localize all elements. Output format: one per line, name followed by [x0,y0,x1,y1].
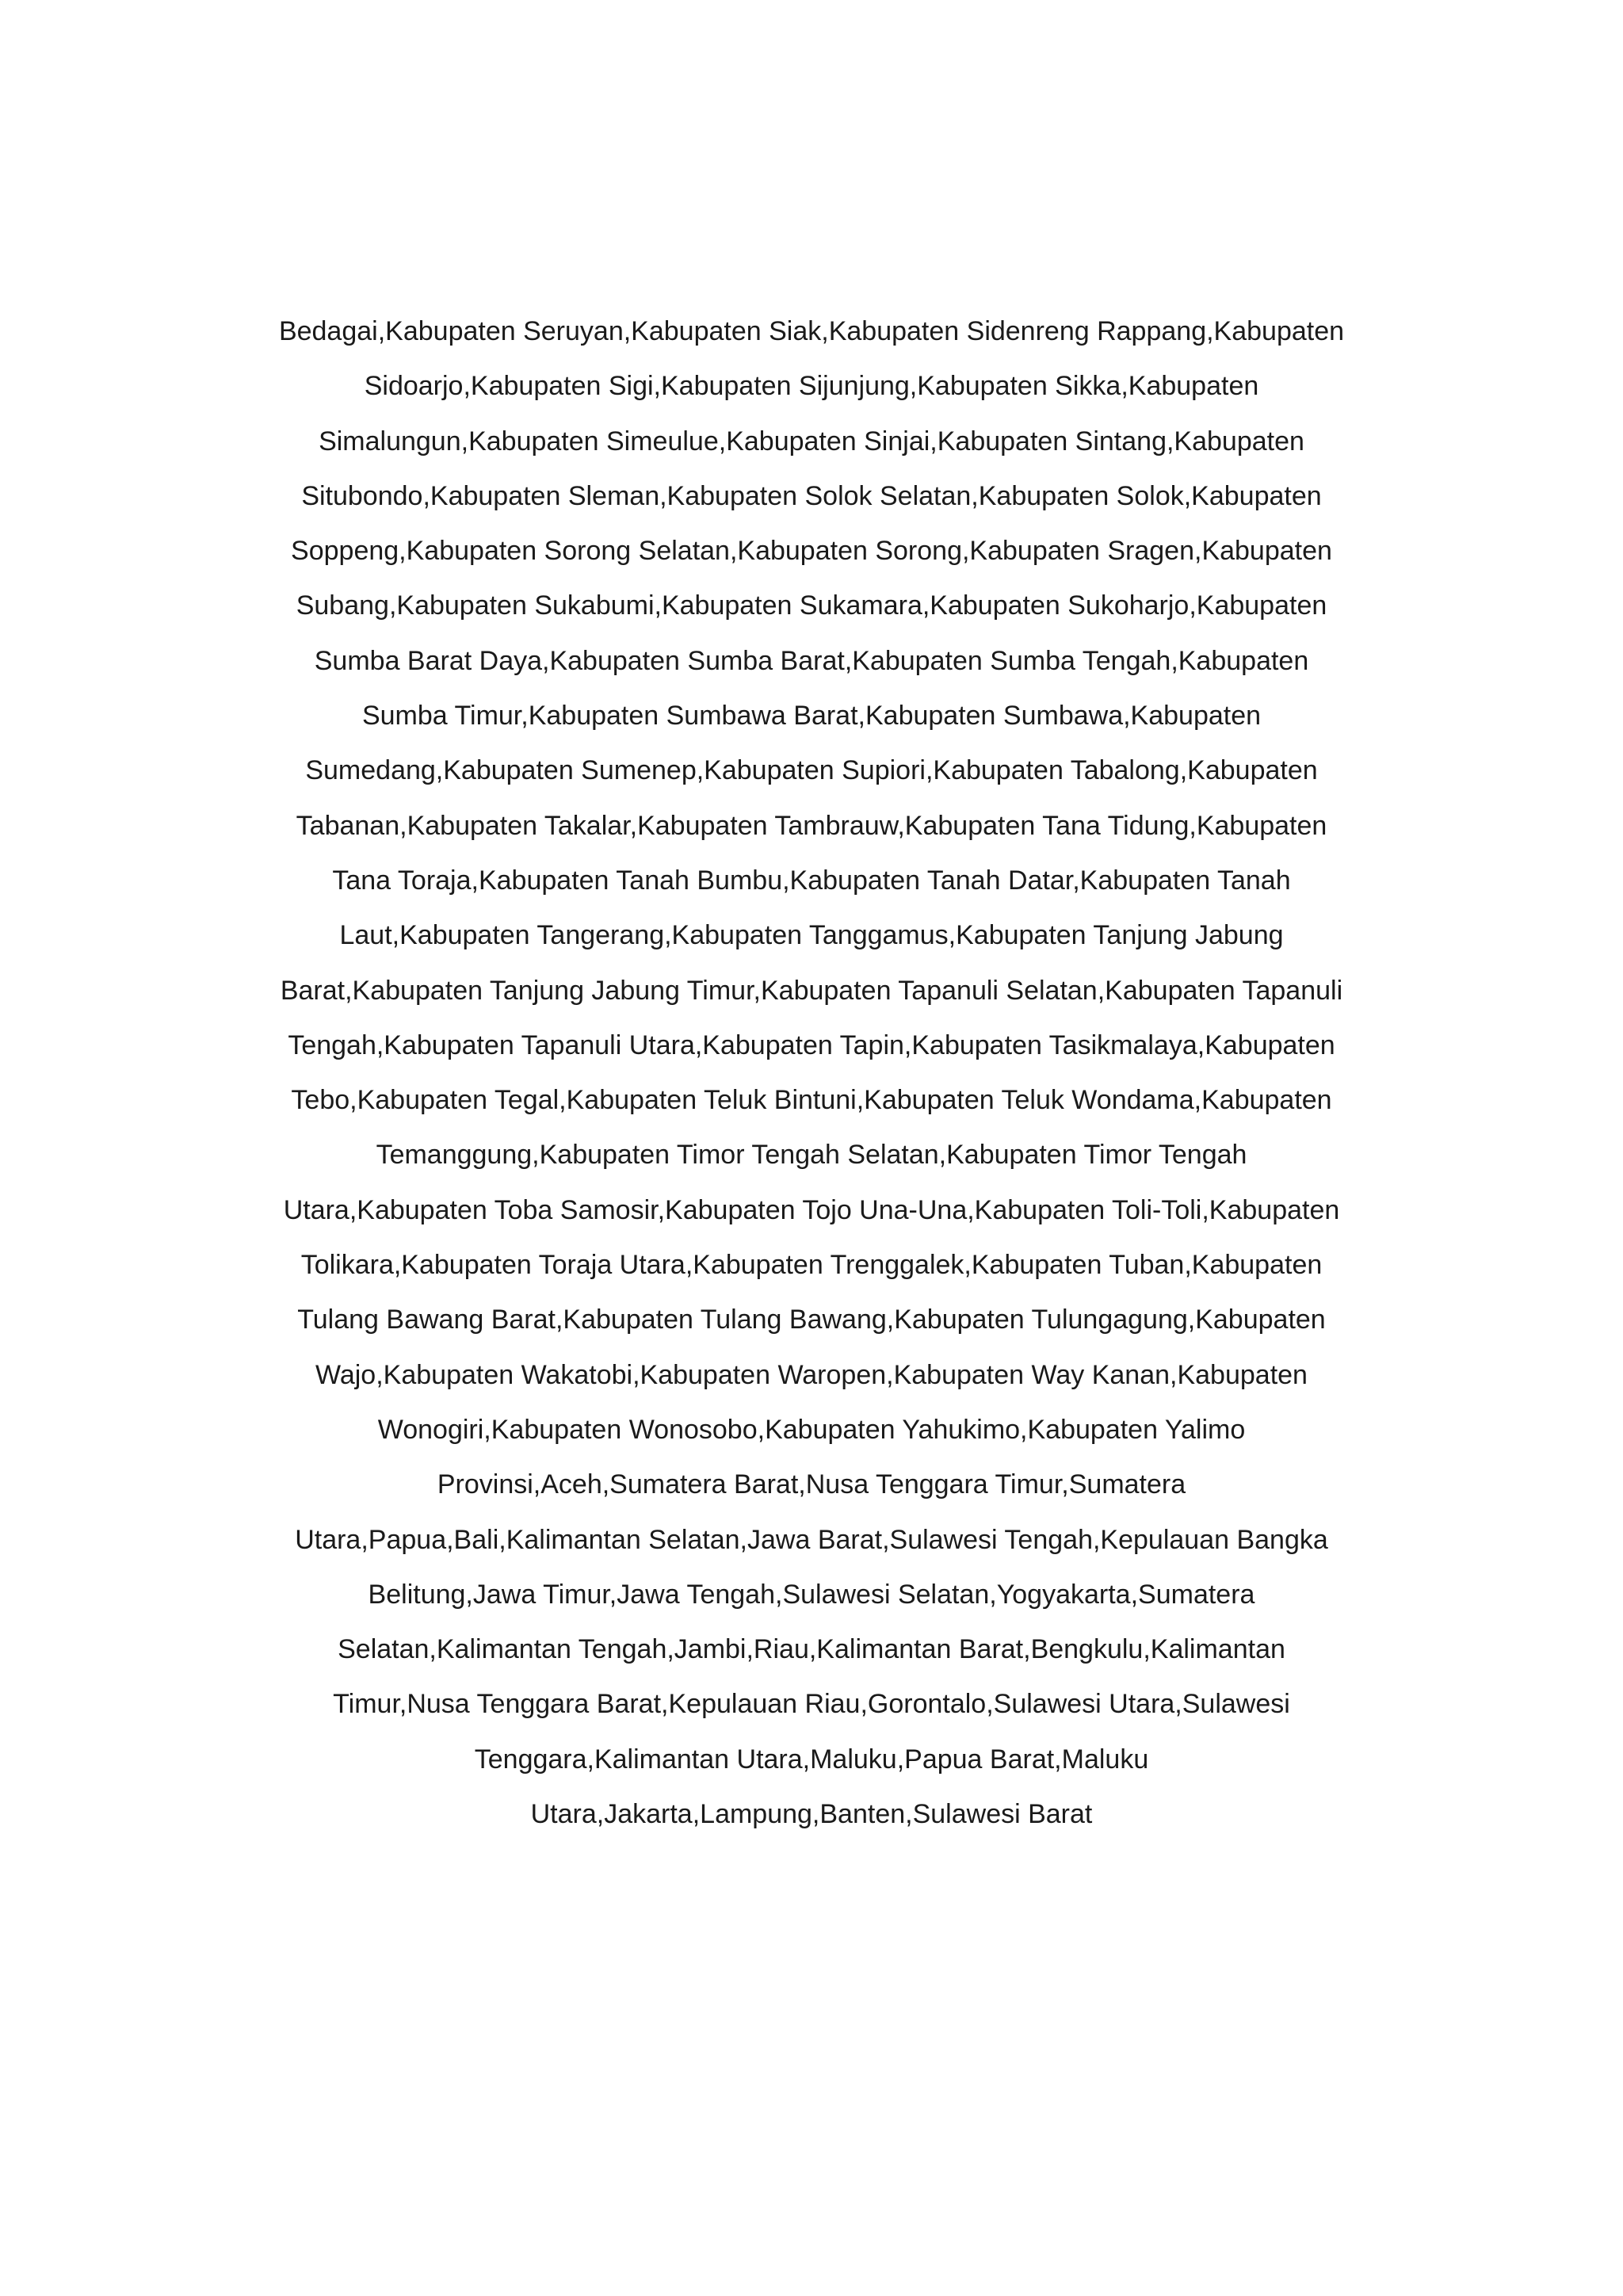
text-line: Timur,Nusa Tenggara Barat,Kepulauan Riau,Gorontalo,Sulawesi Utara,Sulawesi [333,1689,1290,1720]
text-line: Sumedang,Kabupaten Sumenep,Kabupaten Supiori,Kabupaten Tabalong,Kabupaten [305,755,1318,786]
text-line: Selatan,Kalimantan Tengah,Jambi,Riau,Kalimantan Barat,Bengkulu,Kalimantan [338,1634,1285,1665]
text-line: Soppeng,Kabupaten Sorong Selatan,Kabupaten Sorong,Kabupaten Sragen,Kabupaten [291,536,1332,567]
text-line: Tolikara,Kabupaten Toraja Utara,Kabupaten Trenggalek,Kabupaten Tuban,Kabupaten [300,1250,1323,1281]
text-line: Provinsi,Aceh,Sumatera Barat,Nusa Tenggara Timur,Sumatera [437,1469,1186,1500]
text-line: Simalungun,Kabupaten Simeulue,Kabupaten Sinjai,Kabupaten Sintang,Kabupaten [319,426,1304,457]
text-line: Tabanan,Kabupaten Takalar,Kabupaten Tambrauw,Kabupaten Tana Tidung,Kabupaten [296,810,1327,841]
text-line: Bedagai,Kabupaten Seruyan,Kabupaten Siak,Kabupaten Sidenreng Rappang,Kabupaten [278,316,1345,346]
text-line: Tebo,Kabupaten Tegal,Kabupaten Teluk Bintuni,Kabupaten Teluk Wondama,Kabupaten [291,1085,1332,1116]
text-line: Tengah,Kabupaten Tapanuli Utara,Kabupaten Tapin,Kabupaten Tasikmalaya,Kabupaten [288,1030,1335,1060]
text-line: Wonogiri,Kabupaten Wonosobo,Kabupaten Yahukimo,Kabupaten Yalimo [377,1414,1246,1445]
text-line: Tana Toraja,Kabupaten Tanah Bumbu,Kabupaten Tanah Datar,Kabupaten Tanah [332,865,1291,896]
text-line: Temanggung,Kabupaten Timor Tengah Selatan,Kabupaten Timor Tengah [376,1140,1247,1171]
body-text [238,304,1385,1842]
text-line: Utara,Papua,Bali,Kalimantan Selatan,Jawa Barat,Sulawesi Tengah,Kepulauan Bangka [295,1524,1328,1555]
text-line: Utara,Kabupaten Toba Samosir,Kabupaten Tojo Una-Una,Kabupaten Toli-Toli,Kabupaten [283,1194,1340,1225]
text-line: Tenggara,Kalimantan Utara,Maluku,Papua Barat,Maluku [474,1744,1149,1775]
text-line: Wajo,Kabupaten Wakatobi,Kabupaten Waropen,Kabupaten Way Kanan,Kabupaten [315,1359,1308,1390]
text-line: Situbondo,Kabupaten Sleman,Kabupaten Solok Selatan,Kabupaten Solok,Kabupaten [301,480,1322,511]
text-line: Tulang Bawang Barat,Kabupaten Tulang Bawang,Kabupaten Tulungagung,Kabupaten [297,1305,1326,1335]
text-line: Utara,Jakarta,Lampung,Banten,Sulawesi Barat [530,1799,1093,1830]
text-line: Sidoarjo,Kabupaten Sigi,Kabupaten Sijunjung,Kabupaten Sikka,Kabupaten [364,371,1259,402]
text-line: Sumba Barat Daya,Kabupaten Sumba Barat,Kabupaten Sumba Tengah,Kabupaten [314,645,1309,676]
text-line: Sumba Timur,Kabupaten Sumbawa Barat,Kabupaten Sumbawa,Kabupaten [361,701,1262,732]
text-line: Subang,Kabupaten Sukabumi,Kabupaten Sukamara,Kabupaten Sukoharjo,Kabupaten [296,590,1327,621]
text-line: Barat,Kabupaten Tanjung Jabung Timur,Kabupaten Tapanuli Selatan,Kabupaten Tapanuli [280,975,1343,1006]
text-line: Laut,Kabupaten Tangerang,Kabupaten Tanggamus,Kabupaten Tanjung Jabung [339,920,1284,951]
text-line: Belitung,Jawa Timur,Jawa Tengah,Sulawesi Selatan,Yogyakarta,Sumatera [368,1579,1255,1610]
